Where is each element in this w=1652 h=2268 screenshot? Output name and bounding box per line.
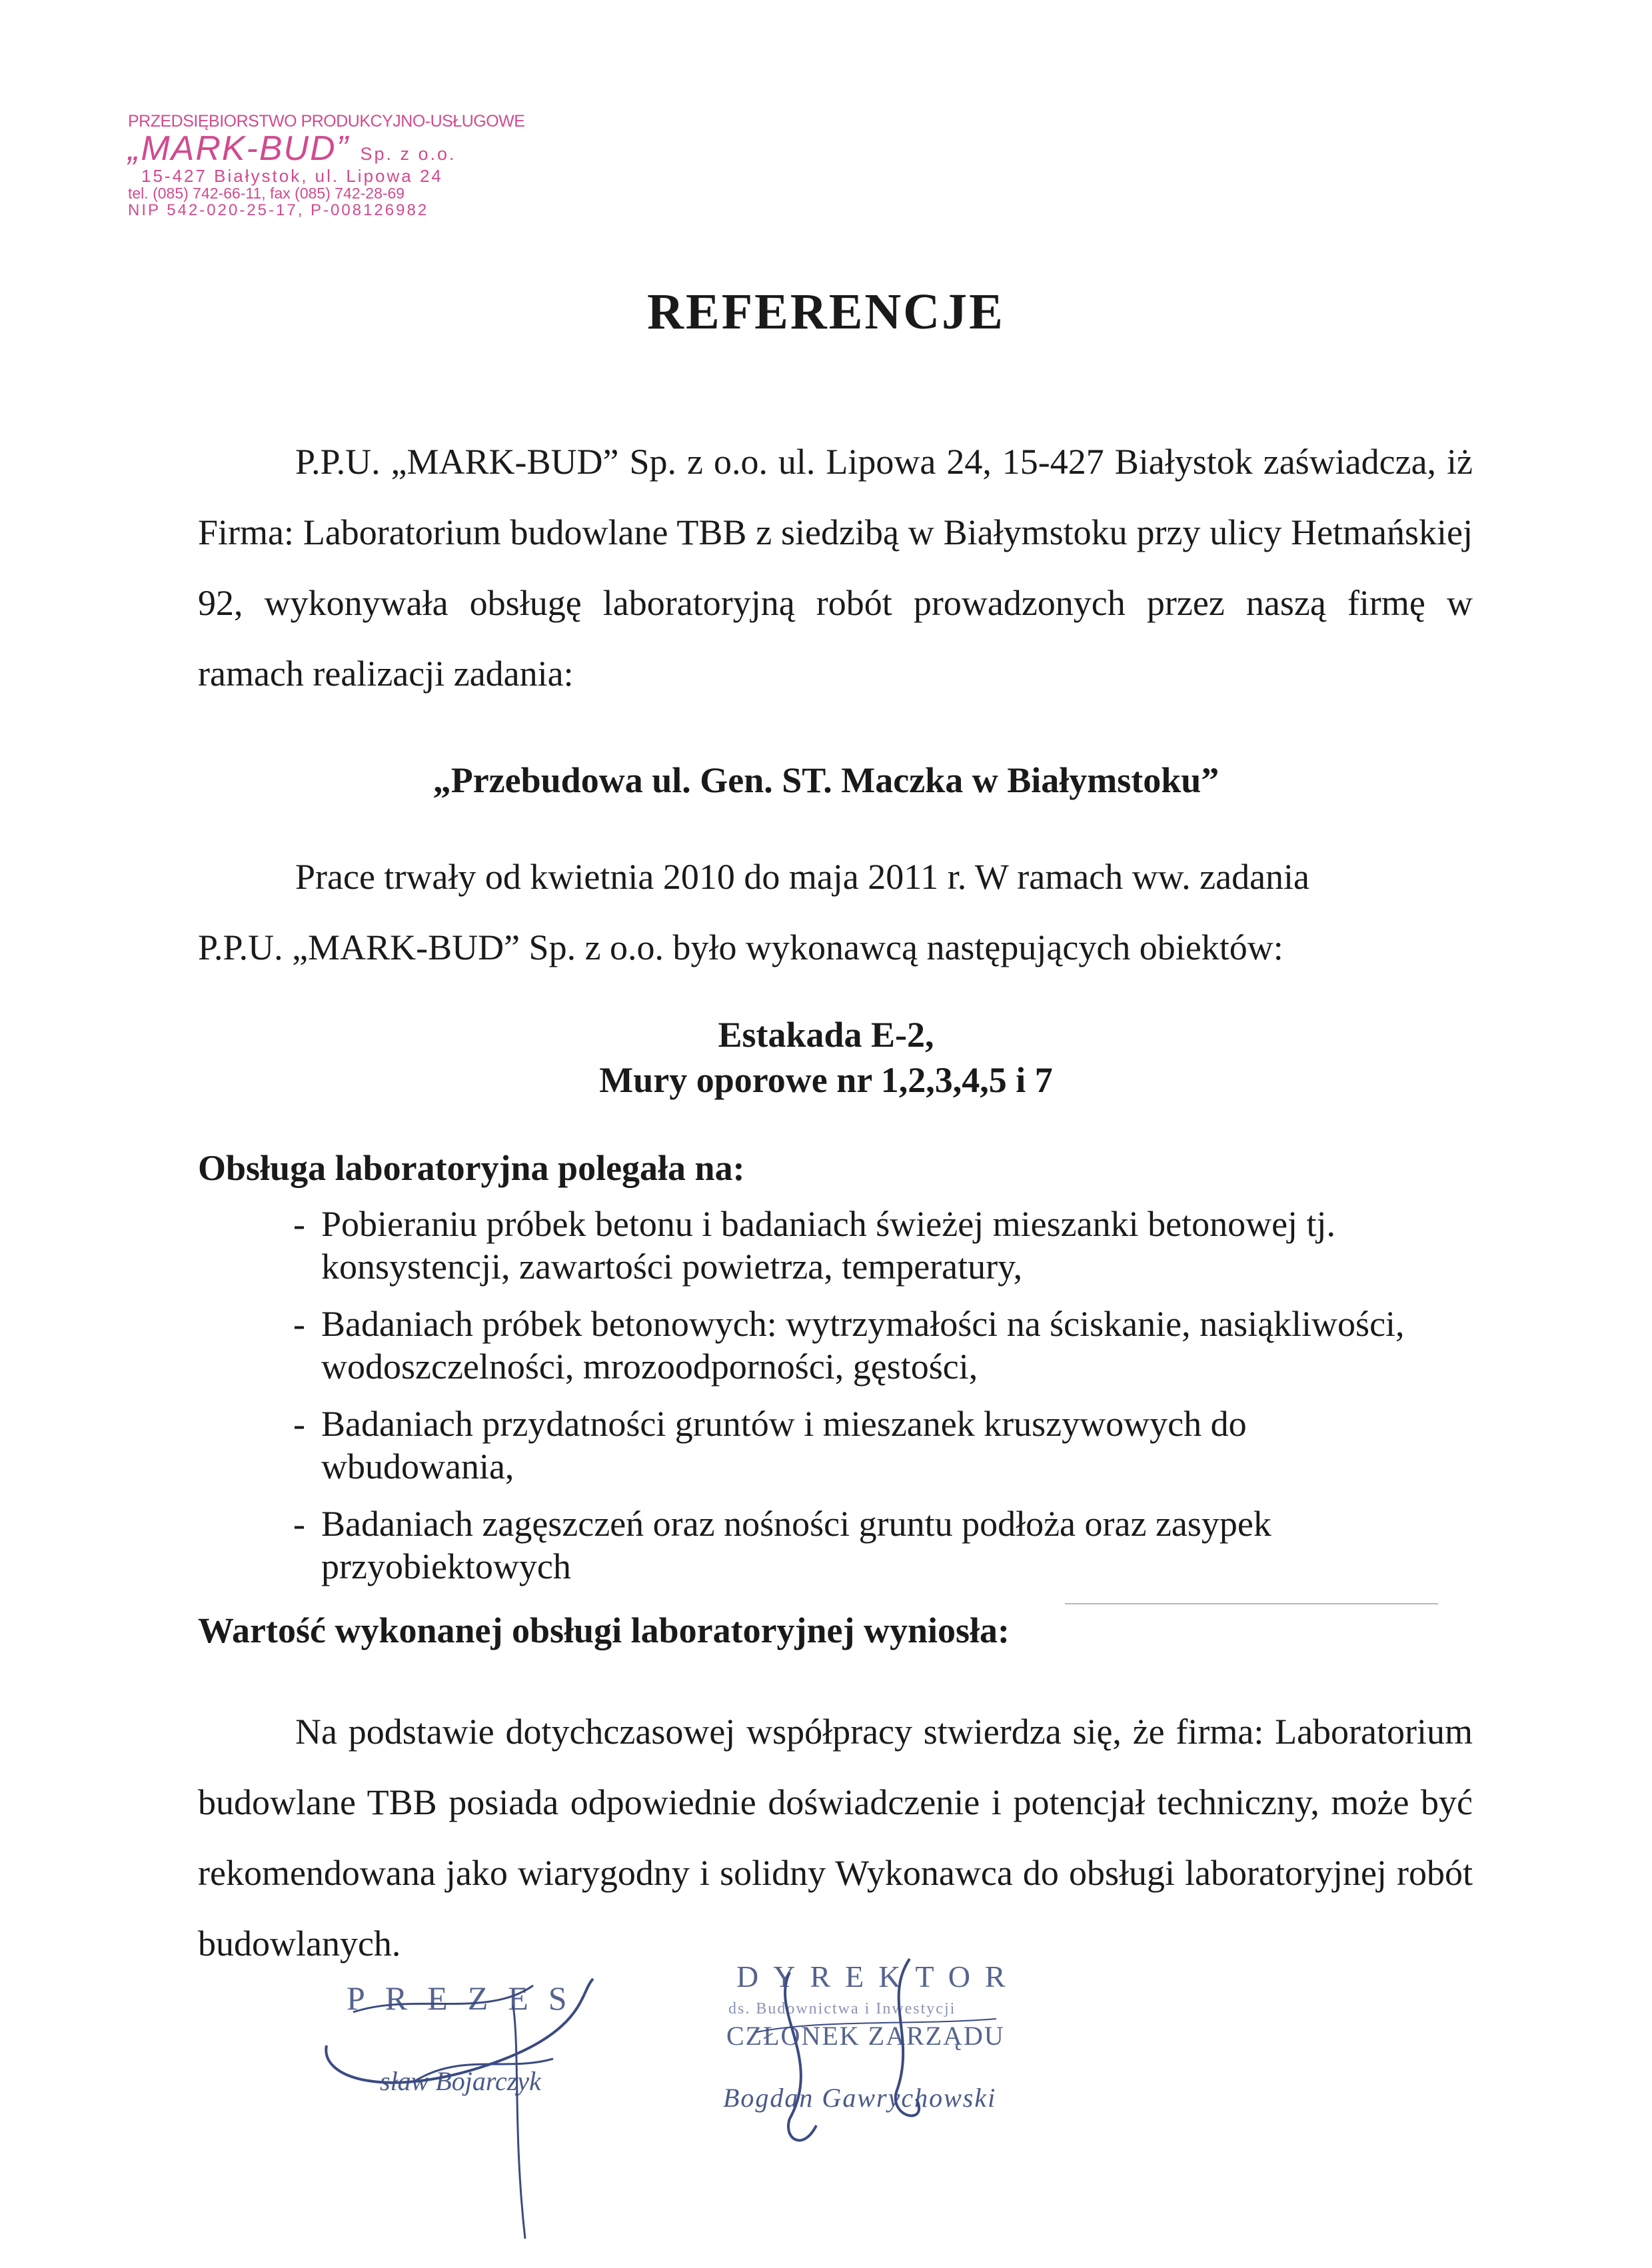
- object-line-2: Mury oporowe nr 1,2,3,4,5 i 7: [599, 1060, 1053, 1100]
- list-item-line-1: Badaniach próbek betonowych: wytrzymałości na ściskanie, nasiąkliwości,: [321, 1304, 1405, 1344]
- list-item-line-2: przyobiektowych: [321, 1546, 571, 1586]
- duration-line-1: Prace trwały od kwietnia 2010 do maja 2011 r. W ramach ww. zadania: [295, 857, 1310, 897]
- duration-line-2: P.P.U. „MARK-BUD” Sp. z o.o. było wykonawcą następujących obiektów:: [198, 927, 1283, 967]
- list-item-line-2: wodoszczelności, mrozoodporności, gęstości,: [321, 1347, 978, 1387]
- bullet-dash: -: [293, 1204, 305, 1244]
- president-name: sław Bojarczyk: [380, 2066, 541, 2096]
- bullet-dash: -: [293, 1504, 305, 1544]
- stamp-nip: NIP 542-020-25-17, P-008126982: [128, 201, 429, 219]
- duration-paragraph: [198, 842, 1309, 983]
- stamp-company-suffix: Sp. z o.o.: [360, 144, 456, 164]
- stamp-phone: tel. (085) 742-66-11, fax (085) 742-28-69: [128, 185, 405, 202]
- list-item-line-1: Badaniach zagęszczeń oraz nośności gruntu podłoża oraz zasypek: [321, 1504, 1271, 1544]
- director-role: CZŁONEK ZARZĄDU: [726, 2021, 1005, 2051]
- object-line-1: Estakada E-2,: [718, 1015, 934, 1055]
- list-item: [293, 1403, 1493, 1488]
- divider-line: [1065, 1603, 1438, 1604]
- director-subtitle: ds. Budownictwa i Inwestycji: [728, 2000, 956, 2017]
- bullet-dash: -: [293, 1304, 305, 1344]
- president-signature-icon: [313, 1966, 626, 2245]
- president-title: PREZES: [347, 1980, 587, 2017]
- stamp-company: [128, 131, 524, 166]
- services-list: [293, 1203, 1493, 1602]
- list-item-line-2: konsystencji, zawartości powietrza, temperatury,: [321, 1247, 1023, 1287]
- services-heading: Obsługa laboratoryjna polegała na:: [198, 1148, 745, 1188]
- document-title: REFERENCJE: [647, 284, 1005, 340]
- director-name: Bogdan Gawrychowski: [723, 2083, 997, 2113]
- list-item-line-2: wbudowania,: [321, 1446, 514, 1486]
- director-signature-icon: [716, 1959, 1090, 2159]
- intro-paragraph: P.P.U. „MARK-BUD” Sp. z o.o. ul. Lipowa 24, 15-427 Białystok zaświadcza, iż Firma: Laboratorium budowlane TBB z siedzibą w Białymstoku przy ulicy Hetmańskiej 92, wykonywała obsługę laboratoryjną robót prowadzonych przez naszą firmę w ramach realizacji zadania:: [198, 442, 1473, 694]
- list-item-line-1: Pobieraniu próbek betonu i badaniach świeżej mieszanki betonowej tj.: [321, 1204, 1336, 1244]
- stamp-address: 15-427 Białystok, ul. Lipowa 24: [141, 166, 443, 186]
- closing-paragraph: Na podstawie dotychczasowej współpracy stwierdza się, że firma: Laboratorium budowlane TBB posiada odpowiednie doświadczenie i potencjał techniczny, może być rekomendowana jako wiarygodny i solidny Wykonawca do obsługi laboratoryjnej robót budowlanych.: [198, 1712, 1473, 1964]
- list-item: [293, 1502, 1493, 1588]
- bullet-dash: -: [293, 1404, 305, 1444]
- president-signature-stamp: [313, 1966, 626, 2245]
- director-signature-stamp: [716, 1959, 1090, 2159]
- project-name: „Przebudowa ul. Gen. ST. Maczka w Białymstoku”: [432, 760, 1220, 800]
- list-item: [293, 1203, 1493, 1288]
- list-item: [293, 1303, 1493, 1388]
- director-title: DYREKTOR: [736, 1960, 1020, 1993]
- company-stamp: [128, 113, 524, 219]
- value-heading: Wartość wykonanej obsługi laboratoryjnej wyniosła:: [198, 1610, 1010, 1650]
- list-item-line-1: Badaniach przydatności gruntów i mieszanek kruszywowych do: [321, 1404, 1247, 1444]
- stamp-line-1: PRZEDSIĘBIORSTWO PRODUKCYJNO-USŁUGOWE: [128, 112, 525, 131]
- stamp-company-name: „MARK-BUD”: [128, 129, 349, 168]
